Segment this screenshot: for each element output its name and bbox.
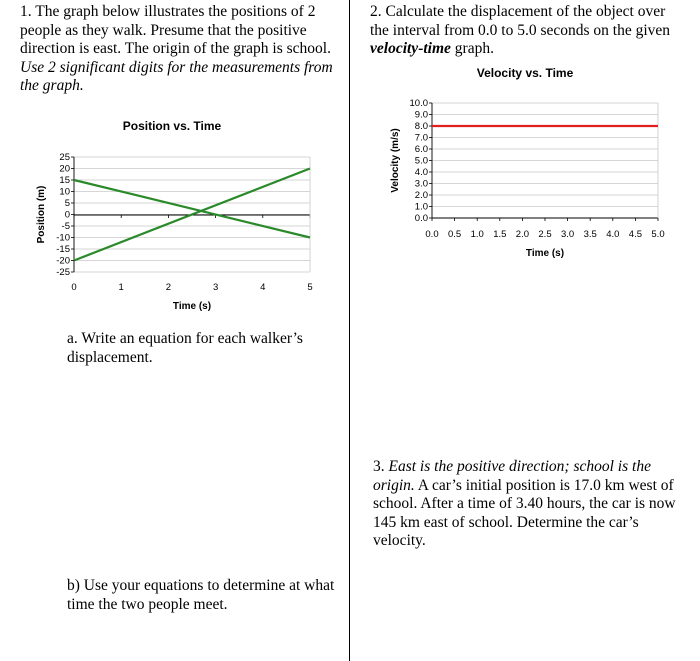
- x-tick-label: 1.5: [493, 229, 507, 240]
- x-tick-label: 4: [260, 282, 266, 293]
- question-1a-text: a. Write an equation for each walker’s displacement.: [67, 330, 303, 366]
- y-tick-label: 15: [59, 175, 70, 187]
- y-tick-label: -10: [56, 232, 70, 244]
- question-1-instruction: Use 2 significant digits for the measurements from the graph.: [20, 58, 333, 94]
- y-tick-label: 0: [64, 209, 70, 221]
- y-tick-label: -15: [56, 244, 70, 256]
- x-axis-label: Time (s): [172, 301, 212, 312]
- y-axis-label: Velocity (m/s): [390, 128, 401, 193]
- x-tick-label: 2.0: [515, 229, 530, 240]
- x-tick-label: 3: [212, 282, 219, 293]
- chart-title: Position vs. Time: [122, 119, 222, 133]
- y-tick-label: 25: [59, 152, 70, 164]
- question-1-lead: 1. The graph below illustrates the positions of 2 people as they walk. Presume that the positive direction is east. The origin of the graph is school.: [20, 3, 331, 57]
- x-tick-label: 3.0: [560, 229, 575, 240]
- y-tick-label: 9.0: [414, 109, 428, 121]
- y-tick-label: 4.0: [414, 167, 428, 179]
- y-tick-label: 5: [64, 198, 70, 210]
- question-1b-text: b) Use your equations to determine at what time the two people meet.: [67, 577, 335, 613]
- question-3-lead: 3.: [373, 458, 389, 475]
- y-axis-label: Position (m): [36, 185, 47, 244]
- y-tick-label: 20: [59, 163, 70, 175]
- y-tick-label: 6.0: [414, 144, 428, 156]
- x-tick-label: 0.5: [447, 229, 462, 240]
- question-2-emphasis: velocity-time: [370, 40, 451, 57]
- question-3-tail: A car’s initial position is 17.0 km west of school. After a time of 3.40 hours, the car is now 145 km east of school. Determine the car’s velocity.: [373, 476, 676, 549]
- y-tick-label: 0.0: [414, 213, 428, 225]
- x-tick-label: 5: [307, 282, 313, 293]
- question-2-tail: graph.: [450, 40, 494, 57]
- x-tick-label: 2: [165, 282, 172, 293]
- question-2-lead: 2. Calculate the displacement of the object over the interval from 0.0 to 5.0 seconds on the given: [370, 3, 671, 39]
- y-tick-label: -5: [61, 221, 70, 233]
- x-axis-label: Time (s): [525, 248, 565, 259]
- x-tick-label: 1: [118, 282, 124, 293]
- x-tick-label: 2.5: [538, 229, 552, 240]
- y-tick-label: -25: [56, 267, 70, 279]
- y-tick-label: 1.0: [414, 201, 428, 213]
- x-tick-label: 3.5: [583, 229, 597, 240]
- y-tick-label: -20: [56, 255, 70, 267]
- x-tick-label: 4.0: [606, 229, 620, 240]
- question-3-instruction: East is the positive direction; school is the origin.: [373, 458, 651, 494]
- x-tick-label: 0.0: [425, 229, 439, 240]
- x-tick-label: 4.5: [628, 229, 643, 240]
- y-tick-label: 3.0: [414, 178, 428, 190]
- y-tick-label: 2.0: [414, 190, 428, 202]
- y-tick-label: 10.0: [409, 98, 428, 110]
- y-tick-label: 5.0: [414, 155, 428, 167]
- chart-title: Velocity vs. Time: [476, 66, 574, 80]
- x-tick-label: 0: [71, 282, 77, 293]
- y-tick-label: 8.0: [414, 121, 428, 133]
- y-tick-label: 10: [59, 186, 70, 198]
- x-tick-label: 5.0: [651, 229, 665, 240]
- x-tick-label: 1.0: [470, 229, 484, 240]
- y-tick-label: 7.0: [414, 132, 428, 144]
